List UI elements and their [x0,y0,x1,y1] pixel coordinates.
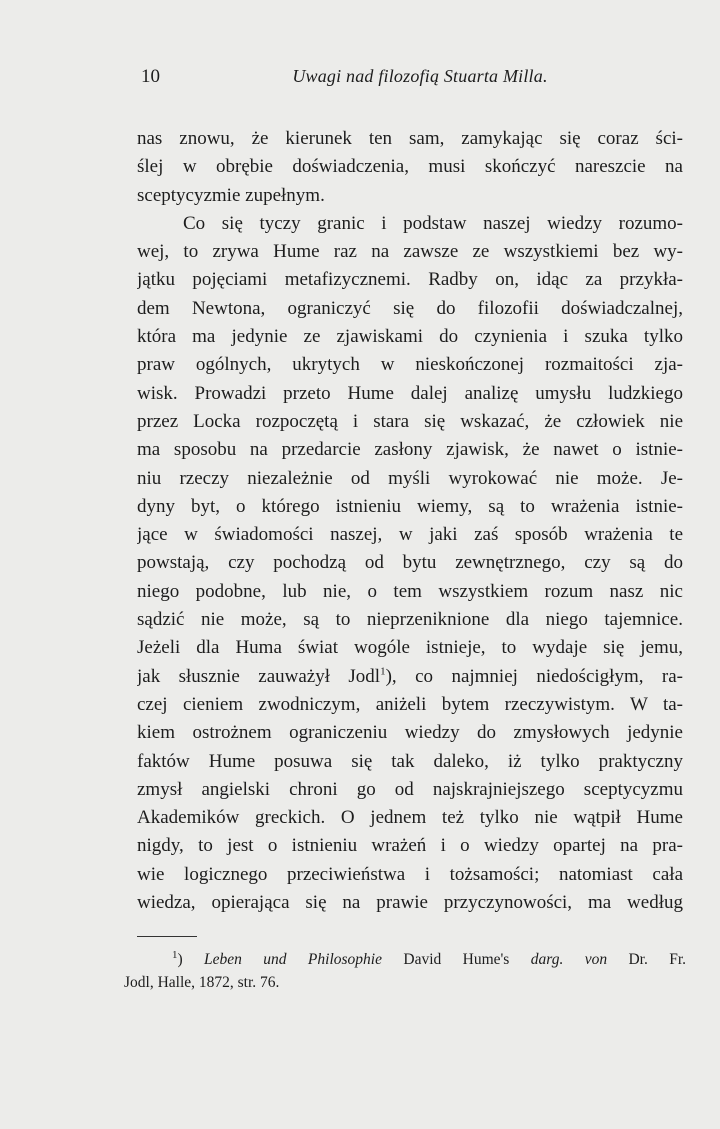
footnote-line: $^1$) Leben und Philosophie David Hume's darg. von Dr. Fr. [172,948,687,968]
text-line: sceptycyzmie zupełnym. [137,184,325,206]
text-line: nigdy, to jest o istnieniu wrażeń i o wiedzy opartej na pra- [137,835,683,857]
text-line: niu rzeczy niezależnie od myśli wyrokować nie może. Je- [137,467,683,489]
text-line: ma sposobu na przedarcie zasłony zjawisk, że nawet o istnie- [137,439,683,461]
footnote-line: Jodl, Halle, 1872, str. 76. [124,974,280,991]
text-line: jątku pojęciami metafizycznemi. Radby on, idąc za przykła- [137,269,683,291]
text-line: Akademików greckich. O jednem też tylko nie wątpił Hume [137,807,683,829]
footnote-title: Leben und Philosophie [204,951,382,968]
text-line: powstają, czy pochodzą od bytu zewnętrznego, czy są do [137,552,683,574]
footnote-reference: 1 [380,665,386,678]
text-line: wie logicznego przeciwieństwa i tożsamości; natomiast cała [137,863,683,885]
text-line: przez Locka rozpoczętą i stara się wskazać, że człowiek nie [137,410,683,432]
text-line: faktów Hume posuwa się tak daleko, iż tylko praktyczny [137,750,683,772]
text-line: dyny byt, o którego istnieniu wiemy, są to wrażenia istnie- [137,495,683,517]
page-number: 10 [141,66,160,87]
footnote [124,948,686,994]
text-line: jące w świadomości naszej, w jaki zaś sposób wrażenia te [137,524,683,546]
text-fragment: jak słusznie zauważył Jodl [137,665,381,687]
text-line: wej, to zrywa Hume raz na zawsze ze wszystkiemi bez wy- [137,241,683,263]
text-line: która ma jedynie ze zjawiskami do czynienia i szuka tylko [137,326,683,348]
text-line [137,663,683,691]
text-line: ślej w obrębie doświadczenia, musi skończyć nareszcie na [137,156,683,178]
text-line: wiedza, opierająca się na prawie przyczynowości, ma według [137,892,683,914]
footnote-edited: darg. von [530,951,608,968]
text-line: czej cieniem zwodniczym, aniżeli bytem rzeczywistym. W ta- [137,693,683,715]
footnote-divider [137,936,197,937]
text-fragment: ), co najmniej niedościgłym, ra- [385,665,683,687]
text-line: praw ogólnych, ukrytych w nieskończonej rozmaitości zja- [137,354,683,376]
text-line: Jeżeli dla Huma świat wogóle istnieje, to wydaje się jemu, [137,637,683,659]
footnote-author: David Hume's [403,951,510,968]
page-header [0,62,720,92]
text-line: nas znowu, że kierunek ten sam, zamykając się coraz ści- [137,128,683,149]
running-title: Uwagi nad filozofią Stuarta Milla. [292,66,548,86]
text-line: sądzić nie może, są to nieprzeniknione dla niego tajemnice. [137,609,683,631]
footnote-marker: 1 [172,948,178,961]
body-text [137,125,683,917]
text-line: kiem ostrożnem ograniczeniu wiedzy do zmysłowych jedynie [137,722,683,744]
text-line: niego podobne, lub nie, o tem wszystkiem rozum nasz nic [137,580,683,602]
text-line: Co się tyczy granic i podstaw naszej wiedzy rozumo- [183,212,683,234]
text-line: wisk. Prowadzi przeto Hume dalej analizę umysłu ludzkiego [137,382,683,404]
text-line: zmysł angielski chroni go od najskrajniejszego sceptycyzmu [137,778,683,800]
text-line: dem Newtona, ograniczyć się do filozofii doświadczalnej, [137,297,683,319]
footnote-editor: Dr. Fr. [628,951,687,968]
